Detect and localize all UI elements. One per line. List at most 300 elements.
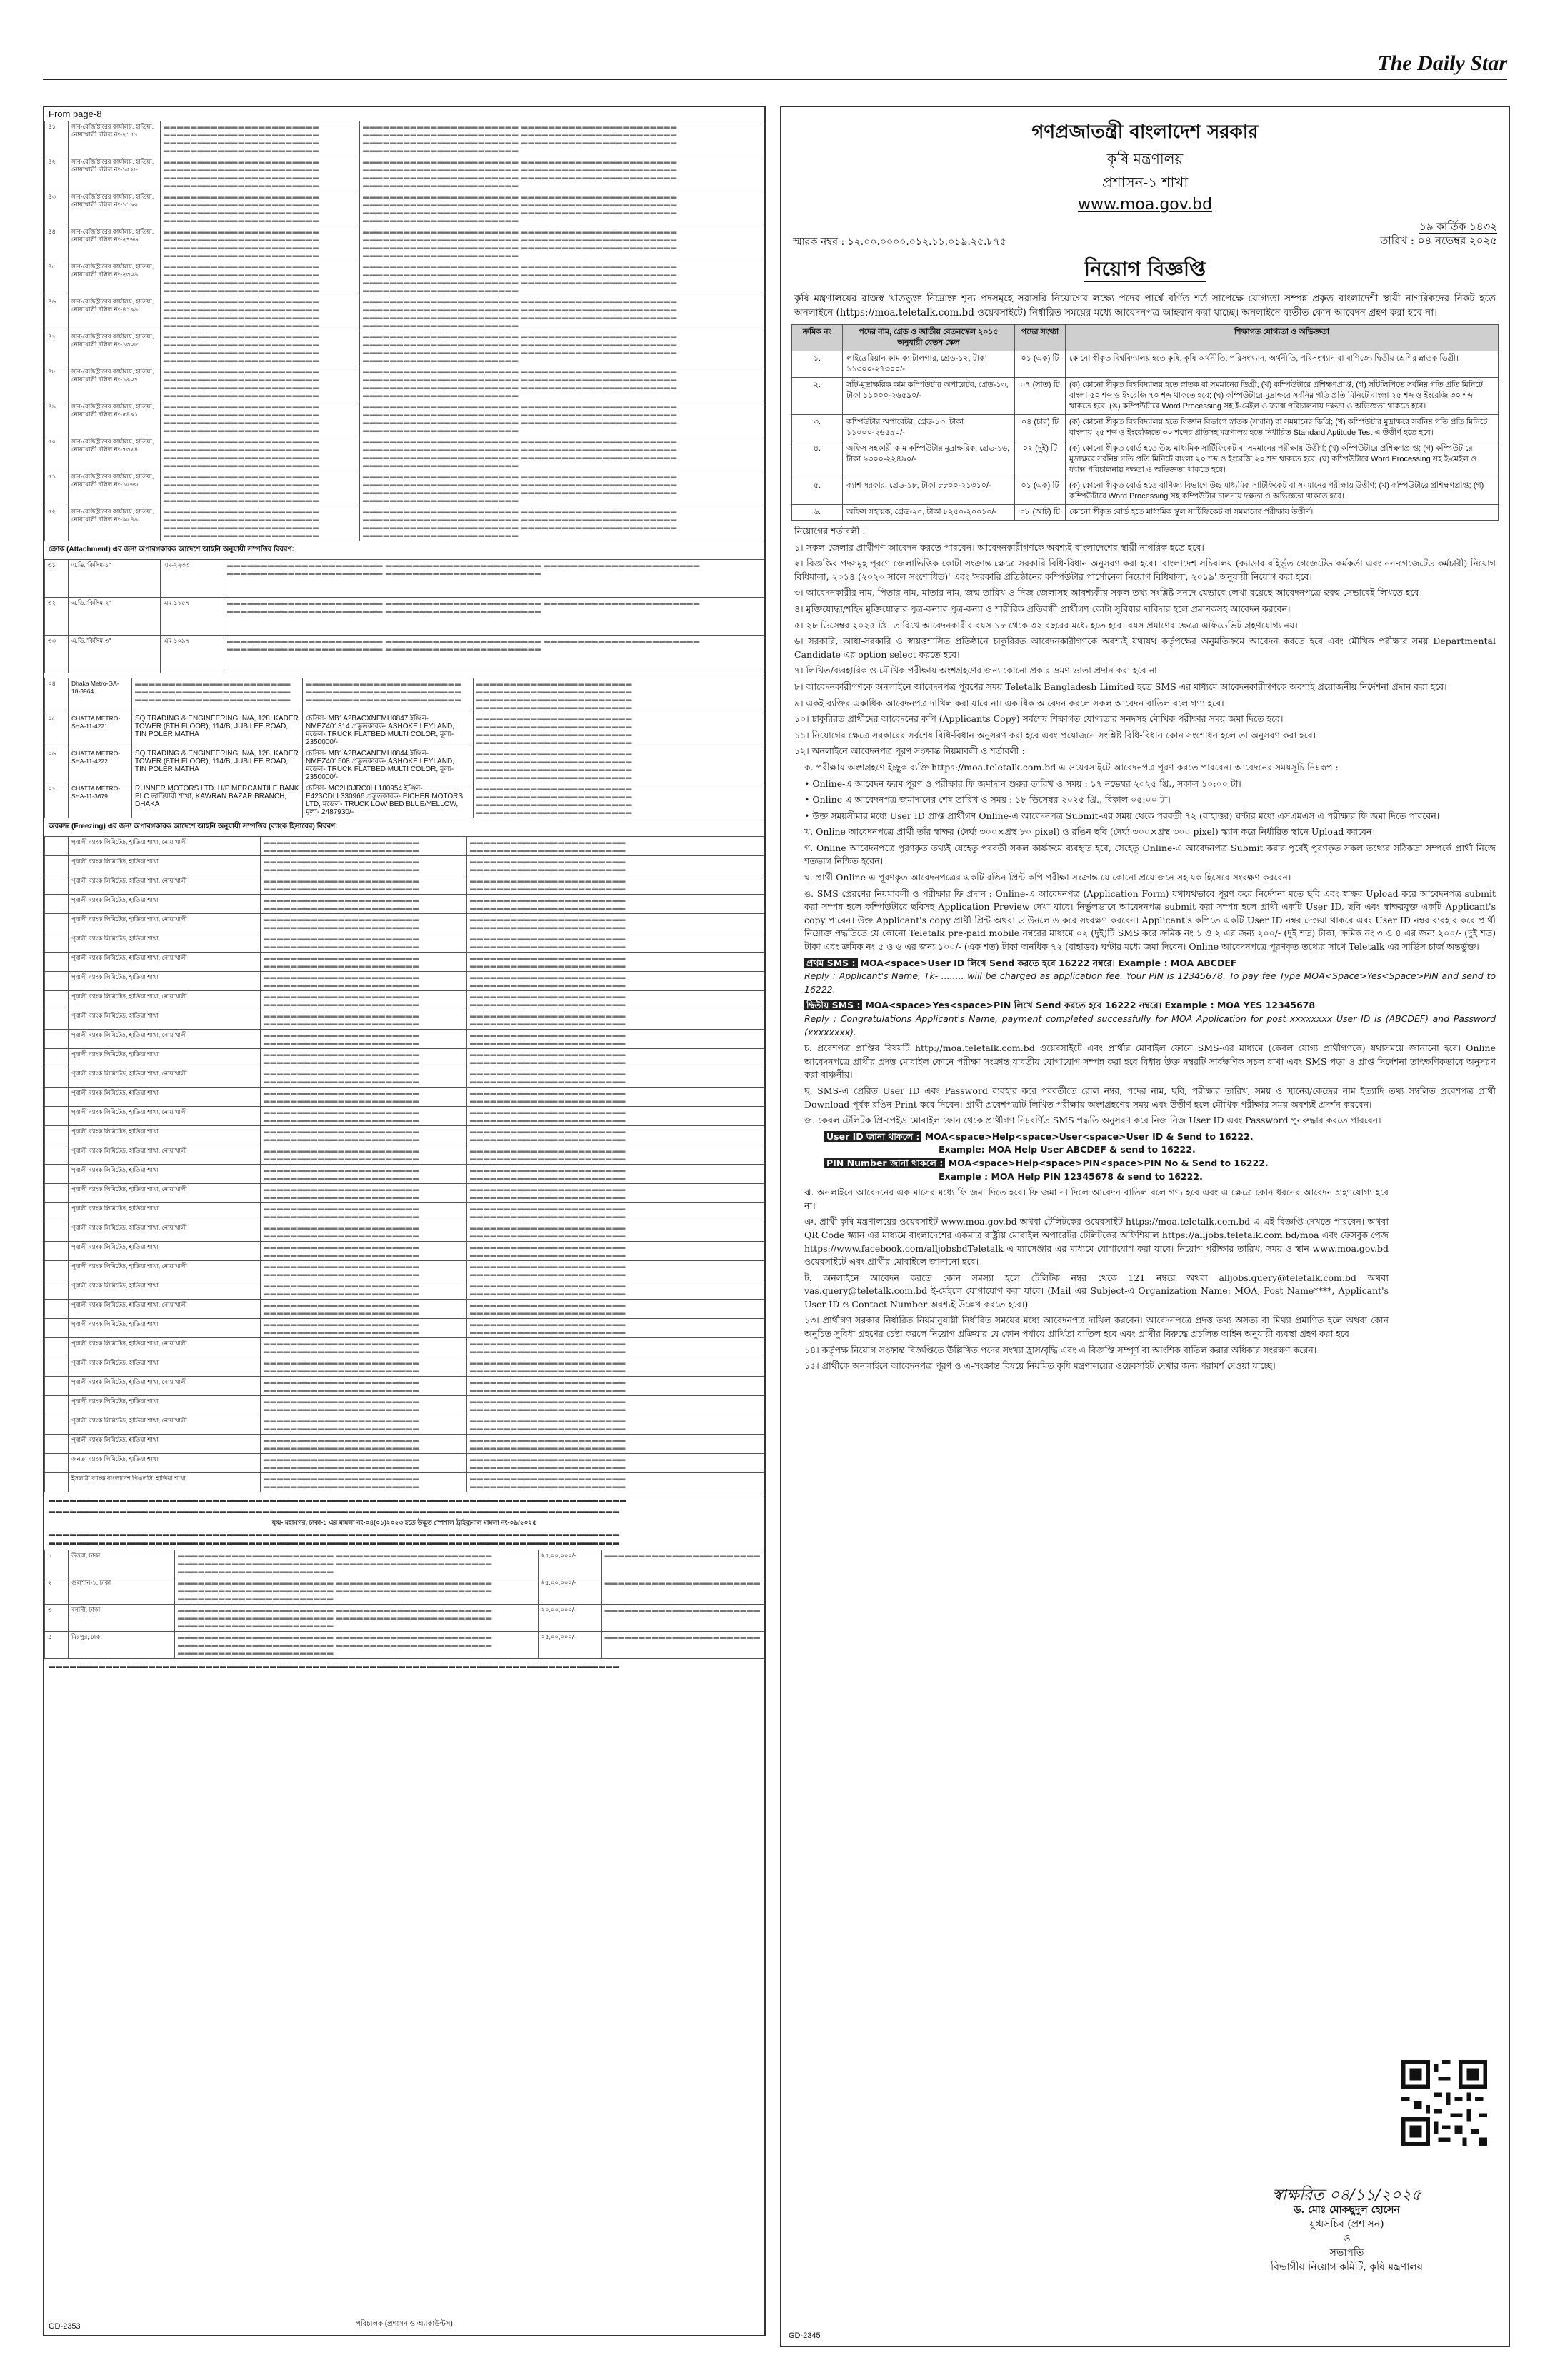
row-bank-branch: পূবালী ব্যাংক লিমিটেড, হাতিয়া শাখা, নোয়াখালী: [69, 1300, 261, 1319]
row-bank-branch: পূবালী ব্যাংক লিমিটেড, হাতিয়া শাখা: [69, 1203, 261, 1222]
row-serial: ৪৩: [45, 191, 69, 226]
recover-userid-text: MOA<space>Help<space>User<space>User ID & Send to 16222.: [924, 1130, 1254, 1142]
memo-row: [793, 219, 1497, 251]
vehicle-row: [45, 783, 764, 818]
row-vehicle-reg: Dhaka Metro-GA- 18-3964: [69, 678, 132, 713]
row-remarks: ▬▬▬▬▬▬▬▬▬▬▬▬▬▬▬▬▬▬▬▬▬▬▬: [601, 1632, 764, 1659]
row-owner-details: ▬▬▬▬▬▬▬▬▬▬▬▬▬▬▬▬▬▬▬▬▬▬▬ ▬▬▬▬▬▬▬▬▬▬▬▬▬▬▬▬▬▬▬▬▬▬▬ ▬▬▬▬▬▬▬▬▬▬▬▬▬▬▬▬▬▬▬▬▬▬▬ ▬▬▬▬▬▬▬▬▬▬▬▬▬▬▬▬▬▬▬▬▬▬▬: [161, 226, 360, 261]
term-item: ২। বিজ্ঞপ্তির পদসমূহ পূরণে জেলাভিত্তিক কোটা সংক্রান্ত ক্ষেত্রে সরকারি বিধি-বিধান অনুসরণ করা হবে। 'বাংলাদেশ সচিবালয় (ক্যাডার বহির্ভূত গেজেটেড কর্মকর্তা এবং নন-গেজেটেড কর্মচারী) নিয়োগ বিধিমালা, ২০১৪ (২০২০ সালে সংশোধিত)' এবং 'সরকারি প্রতিষ্ঠানের কম্পিউটার পার্সোনেল নিয়োগ বিধিমালা, ২০১৯' অনুযায়ী নিয়োগ করা হবে।: [794, 558, 1496, 582]
left-gd-number: GD-2353: [49, 2322, 81, 2331]
bank-row: [45, 953, 764, 972]
defaulter-row: [45, 226, 764, 261]
row-account-number: ▬▬▬▬▬▬▬▬▬▬▬▬▬▬▬▬▬▬▬▬▬▬▬ ▬▬▬▬▬▬▬▬▬▬▬▬▬▬▬▬▬▬▬▬▬▬▬: [467, 1319, 764, 1338]
row-bank-branch: পূবালী ব্যাংক লিমিটেড, হাতিয়া শাখা: [69, 933, 261, 953]
row-account-number: ▬▬▬▬▬▬▬▬▬▬▬▬▬▬▬▬▬▬▬▬▬▬▬ ▬▬▬▬▬▬▬▬▬▬▬▬▬▬▬▬▬▬▬▬▬▬▬: [467, 1010, 764, 1030]
row-account-holder: ▬▬▬▬▬▬▬▬▬▬▬▬▬▬▬▬▬▬▬▬▬▬▬ ▬▬▬▬▬▬▬▬▬▬▬▬▬▬▬▬▬▬▬▬▬▬▬: [261, 1126, 467, 1145]
row-account-number: ▬▬▬▬▬▬▬▬▬▬▬▬▬▬▬▬▬▬▬▬▬▬▬ ▬▬▬▬▬▬▬▬▬▬▬▬▬▬▬▬▬▬▬▬▬▬▬: [467, 1107, 764, 1126]
row-vehicle-reg: CHATTA METRO-SHA-11-3679: [69, 783, 132, 818]
row-account-number: ▬▬▬▬▬▬▬▬▬▬▬▬▬▬▬▬▬▬▬▬▬▬▬ ▬▬▬▬▬▬▬▬▬▬▬▬▬▬▬▬▬▬▬▬▬▬▬: [467, 1357, 764, 1377]
row-serial: [45, 837, 69, 856]
row-bank-branch: পূবালী ব্যাংক লিমিটেড, হাতিয়া শাখা, নোয়াখালী: [69, 1377, 261, 1396]
row-account-holder: ▬▬▬▬▬▬▬▬▬▬▬▬▬▬▬▬▬▬▬▬▬▬▬ ▬▬▬▬▬▬▬▬▬▬▬▬▬▬▬▬▬▬▬▬▬▬▬: [261, 1473, 467, 1492]
post-name: সাঁট-মুদ্রাক্ষরিক কাম কম্পিউটার অপারেটর, গ্রেড-১৩, টাকা ১১০০০-২৬৫৯০/-: [843, 378, 1015, 415]
row-serial: [45, 895, 69, 914]
attachment-row: [45, 560, 764, 598]
bank-row: [45, 1068, 764, 1088]
post-serial: ৩.: [792, 415, 843, 441]
post-count: ০৮ (আট) টি: [1015, 505, 1066, 521]
row-bank-branch: পূবালী ব্যাংক লিমিটেড, হাতিয়া শাখা, নোয়াখালী: [69, 1222, 261, 1242]
notice-header: [781, 117, 1509, 214]
row-vehicle-desc: চেসিস- MC2H3JRC0LL180954 ইঞ্জিন- E423CDLL330966 প্রস্তুতকারক- EICHER MOTORS LTD, মডেল- TRUCK LOW BED BLUE/YELLOW, মূল্য- 2487930/-: [303, 783, 474, 818]
row-bank-branch: পূবালী ব্যাংক লিমিটেড, হাতিয়া শাখা: [69, 1165, 261, 1184]
row-registration: এম-১০৯৭: [161, 636, 224, 673]
row-serial: [45, 1222, 69, 1242]
row-account-number: ▬▬▬▬▬▬▬▬▬▬▬▬▬▬▬▬▬▬▬▬▬▬▬ ▬▬▬▬▬▬▬▬▬▬▬▬▬▬▬▬▬▬▬▬▬▬▬: [467, 875, 764, 895]
row-account-holder: ▬▬▬▬▬▬▬▬▬▬▬▬▬▬▬▬▬▬▬▬▬▬▬ ▬▬▬▬▬▬▬▬▬▬▬▬▬▬▬▬▬▬▬▬▬▬▬: [261, 1107, 467, 1126]
row-item: এ.ডি."কিসিম-১": [69, 560, 161, 598]
col-count: পদের সংখ্যা: [1015, 325, 1066, 351]
attachment-row: [45, 598, 764, 636]
row-bank-branch: পূবালী ব্যাংক লিমিটেড, হাতিয়া শাখা: [69, 1435, 261, 1454]
row-account-number: ▬▬▬▬▬▬▬▬▬▬▬▬▬▬▬▬▬▬▬▬▬▬▬ ▬▬▬▬▬▬▬▬▬▬▬▬▬▬▬▬▬▬▬▬▬▬▬: [467, 1049, 764, 1068]
post-serial: ৬.: [792, 505, 843, 521]
row-vehicle-desc: চেসিস- MB1A2BACXNEMH0847 ইঞ্জিন- NMEZ401314 প্রস্তুতকারক- ASHOKE LEYLAND, মডেল- TRUCK FLATBED MULTI COLOR, মূল্য- 2350000/-: [303, 713, 474, 748]
row-bank-branch: পূবালী ব্যাংক লিমিটেড, হাতিয়া শাখা, নোয়াখালী: [69, 1338, 261, 1357]
memo-number: স্মারক নম্বর : ১২.০০.০০০০.০১২.১১.০১৯.২৫.৮৭৫: [793, 236, 1006, 248]
row-owner-details: ▬▬▬▬▬▬▬▬▬▬▬▬▬▬▬▬▬▬▬▬▬▬▬ ▬▬▬▬▬▬▬▬▬▬▬▬▬▬▬▬▬▬▬▬▬▬▬ ▬▬▬▬▬▬▬▬▬▬▬▬▬▬▬▬▬▬▬▬▬▬▬ ▬▬▬▬▬▬▬▬▬▬▬▬▬▬▬▬▬▬▬▬▬▬▬: [161, 121, 360, 156]
row-account-holder: ▬▬▬▬▬▬▬▬▬▬▬▬▬▬▬▬▬▬▬▬▬▬▬ ▬▬▬▬▬▬▬▬▬▬▬▬▬▬▬▬▬▬▬▬▬▬▬: [261, 1357, 467, 1377]
row-bank-branch: পূবালী ব্যাংক লিমিটেড, হাতিয়া শাখা, নোয়াখালী: [69, 1107, 261, 1126]
row-serial: ০৭: [45, 783, 69, 818]
left-footer: পরিচালক (প্রশাসন ও অ্যাকাউন্টস): [356, 2320, 453, 2328]
row-account-holder: ▬▬▬▬▬▬▬▬▬▬▬▬▬▬▬▬▬▬▬▬▬▬▬ ▬▬▬▬▬▬▬▬▬▬▬▬▬▬▬▬▬▬▬▬▬▬▬: [261, 1454, 467, 1473]
date-label: তারিখ :: [1380, 234, 1414, 247]
recover-userid-label: User ID জানা থাকলে :: [824, 1131, 921, 1142]
row-serial: [45, 953, 69, 972]
row-property-details: ▬▬▬▬▬▬▬▬▬▬▬▬▬▬▬▬▬▬▬▬▬▬▬ ▬▬▬▬▬▬▬▬▬▬▬▬▬▬▬▬▬▬▬▬▬▬▬ ▬▬▬▬▬▬▬▬▬▬▬▬▬▬▬▬▬▬▬▬▬▬▬ ▬▬▬▬▬▬▬▬▬▬▬▬▬▬▬▬▬▬▬▬▬▬▬ ▬▬▬▬▬▬▬▬▬▬▬▬▬▬▬▬▬▬▬▬▬▬▬ ▬▬▬▬▬▬▬▬▬▬▬▬▬▬▬▬▬▬▬▬▬▬▬ ▬▬▬▬▬▬▬▬▬▬▬▬▬▬▬▬▬▬▬▬▬▬▬: [360, 191, 764, 226]
row-serial: [45, 856, 69, 875]
row-property-details: ▬▬▬▬▬▬▬▬▬▬▬▬▬▬▬▬▬▬▬▬▬▬▬ ▬▬▬▬▬▬▬▬▬▬▬▬▬▬▬▬▬▬▬▬▬▬▬ ▬▬▬▬▬▬▬▬▬▬▬▬▬▬▬▬▬▬▬▬▬▬▬ ▬▬▬▬▬▬▬▬▬▬▬▬▬▬▬▬▬▬▬▬▬▬▬ ▬▬▬▬▬▬▬▬▬▬▬▬▬▬▬▬▬▬▬▬▬▬▬ ▬▬▬▬▬▬▬▬▬▬▬▬▬▬▬▬▬▬▬▬▬▬▬ ▬▬▬▬▬▬▬▬▬▬▬▬▬▬▬▬▬▬▬▬▬▬▬: [360, 331, 764, 366]
row-serial: [45, 991, 69, 1010]
final-term-item: ১৫। প্রার্থীকে অনলাইনে আবেদনপত্র পূরণ ও এ-সংক্রান্ত বিষয়ে নিয়মিত কৃষি মন্ত্রণালয়ের ওয়েবসাইট দেখার জন্য পরামর্শ দেওয়া যাচ্ছে।: [804, 1360, 1276, 1372]
post-name: অফিস সহকারী কাম কম্পিউটার মুদ্রাক্ষরিক, গ্রেড-১৬, টাকা ৯৩০০-২২৪৯০/-: [843, 441, 1015, 478]
row-account-number: ▬▬▬▬▬▬▬▬▬▬▬▬▬▬▬▬▬▬▬▬▬▬▬ ▬▬▬▬▬▬▬▬▬▬▬▬▬▬▬▬▬▬▬▬▬▬▬: [467, 837, 764, 856]
vehicle-table: [44, 678, 764, 818]
online-term-item: ক. পরীক্ষায় অংশগ্রহণে ইচ্ছুক ব্যক্তি https://moa.teletalk.com.bd এ ওয়েবসাইটে আবেদনপত্র পূরণ করতে পারবেন। আবেদনের সময়সূচি নিম্নরূপ :: [804, 761, 1339, 773]
defaulter-row: [45, 506, 764, 541]
row-account-number: ▬▬▬▬▬▬▬▬▬▬▬▬▬▬▬▬▬▬▬▬▬▬▬ ▬▬▬▬▬▬▬▬▬▬▬▬▬▬▬▬▬▬▬▬▬▬▬: [467, 991, 764, 1010]
post-name: অফিস সহায়ক, গ্রেড-২০, টাকা ৮২৫০-২০০১০/-: [843, 505, 1015, 521]
row-branch: সাব-রেজিস্ট্রারের কার্যালয়, হাতিয়া, নোয়াখালী দলিল নং-২১৫৭: [69, 121, 161, 156]
bank-row: [45, 1377, 764, 1396]
date-bn: ১৯ কার্তিক ১৪৩২: [1419, 220, 1497, 233]
term-item: ১০। চাকুরিরত প্রার্থীদের আবেদনের কপি (Applicants Copy) সর্বশেষ শিক্ষাগত যোগ্যতার সনদসহ মৌখিক পরীক্ষার সময় জমা দিতে হবে।: [794, 713, 1284, 725]
row-account-holder: ▬▬▬▬▬▬▬▬▬▬▬▬▬▬▬▬▬▬▬▬▬▬▬ ▬▬▬▬▬▬▬▬▬▬▬▬▬▬▬▬▬▬▬▬▬▬▬: [261, 875, 467, 895]
row-property-details: ▬▬▬▬▬▬▬▬▬▬▬▬▬▬▬▬▬▬▬▬▬▬▬ ▬▬▬▬▬▬▬▬▬▬▬▬▬▬▬▬▬▬▬▬▬▬▬ ▬▬▬▬▬▬▬▬▬▬▬▬▬▬▬▬▬▬▬▬▬▬▬ ▬▬▬▬▬▬▬▬▬▬▬▬▬▬▬▬▬▬▬▬▬▬▬ ▬▬▬▬▬▬▬▬▬▬▬▬▬▬▬▬▬▬▬▬▬▬▬ ▬▬▬▬▬▬▬▬▬▬▬▬▬▬▬▬▬▬▬▬▬▬▬ ▬▬▬▬▬▬▬▬▬▬▬▬▬▬▬▬▬▬▬▬▬▬▬: [360, 226, 764, 261]
row-property-desc: ▬▬▬▬▬▬▬▬▬▬▬▬▬▬▬▬▬▬▬▬▬▬▬ ▬▬▬▬▬▬▬▬▬▬▬▬▬▬▬▬▬▬▬▬▬▬▬ ▬▬▬▬▬▬▬▬▬▬▬▬▬▬▬▬▬▬▬▬▬▬▬ ▬▬▬▬▬▬▬▬▬▬▬▬▬▬▬▬▬▬▬▬▬▬▬ ▬▬▬▬▬▬▬▬▬▬▬▬▬▬▬▬▬▬▬▬▬▬▬: [175, 1632, 539, 1659]
bank-row: [45, 914, 764, 933]
row-vehicle-reg: CHATTA METRO-SHA-11-4222: [69, 748, 132, 783]
row-registration: এম-২২৩৩: [161, 560, 224, 598]
online-term-item: খ. Online আবেদনপত্রে প্রার্থী তাঁর স্বাক্ষর (দৈর্ঘ্য ৩০০×প্রস্থ ৮০ pixel) ও রঙিন ছবি (দৈর্ঘ্য ৩০০×প্রস্থ ৩০০ pixel) স্ক্যান করে নির্ধারিত স্থানে Upload করবেন।: [804, 826, 1375, 838]
row-serial: [45, 1010, 69, 1030]
row-branch: সাব-রেজিস্ট্রারের কার্যালয়, হাতিয়া, নোয়াখালী দলিল নং-১৩০৮: [69, 331, 161, 366]
row-account-holder: ▬▬▬▬▬▬▬▬▬▬▬▬▬▬▬▬▬▬▬▬▬▬▬ ▬▬▬▬▬▬▬▬▬▬▬▬▬▬▬▬▬▬▬▬▬▬▬: [261, 1280, 467, 1300]
row-property-desc: ▬▬▬▬▬▬▬▬▬▬▬▬▬▬▬▬▬▬▬▬▬▬▬ ▬▬▬▬▬▬▬▬▬▬▬▬▬▬▬▬▬▬▬▬▬▬▬ ▬▬▬▬▬▬▬▬▬▬▬▬▬▬▬▬▬▬▬▬▬▬▬ ▬▬▬▬▬▬▬▬▬▬▬▬▬▬▬▬▬▬▬▬▬▬▬ ▬▬▬▬▬▬▬▬▬▬▬▬▬▬▬▬▬▬▬▬▬▬▬: [175, 1550, 539, 1577]
post-serial: ৫.: [792, 478, 843, 505]
row-property-details: ▬▬▬▬▬▬▬▬▬▬▬▬▬▬▬▬▬▬▬▬▬▬▬ ▬▬▬▬▬▬▬▬▬▬▬▬▬▬▬▬▬▬▬▬▬▬▬ ▬▬▬▬▬▬▬▬▬▬▬▬▬▬▬▬▬▬▬▬▬▬▬ ▬▬▬▬▬▬▬▬▬▬▬▬▬▬▬▬▬▬▬▬▬▬▬ ▬▬▬▬▬▬▬▬▬▬▬▬▬▬▬▬▬▬▬▬▬▬▬ ▬▬▬▬▬▬▬▬▬▬▬▬▬▬▬▬▬▬▬▬▬▬▬ ▬▬▬▬▬▬▬▬▬▬▬▬▬▬▬▬▬▬▬▬▬▬▬: [360, 121, 764, 156]
more-term-item: ছ. SMS-এ প্রেরিত User ID এবং Password ব্যবহার করে পরবর্তীতে রোল নম্বর, পদের নাম, ছবি, পরীক্ষার তারিখ, সময় ও স্থানের/কেন্দ্রের নাম ইত্যাদি তথ্য সম্বলিত প্রবেশপত্র প্রার্থী Download পূর্বক রঙিন Print করে নিবেন। প্রার্থী প্রবেশপত্রটি লিখিত পরীক্ষায় অংশগ্রহণের সময় এবং উত্তীর্ণ হলে মৌখিক পরীক্ষার সময় অবশ্যই প্রদর্শন করবেন।: [804, 1085, 1496, 1110]
row-vehicle-desc: ▬▬▬▬▬▬▬▬▬▬▬▬▬▬▬▬▬▬▬▬▬▬▬ ▬▬▬▬▬▬▬▬▬▬▬▬▬▬▬▬▬▬▬▬▬▬▬ ▬▬▬▬▬▬▬▬▬▬▬▬▬▬▬▬▬▬▬▬▬▬▬: [303, 678, 474, 713]
row-serial: [45, 1319, 69, 1338]
bank-row: [45, 1049, 764, 1068]
row-price: ২৫,০০,০০০/-: [538, 1632, 601, 1659]
bank-row: [45, 1435, 764, 1454]
row-property-details: ▬▬▬▬▬▬▬▬▬▬▬▬▬▬▬▬▬▬▬▬▬▬▬ ▬▬▬▬▬▬▬▬▬▬▬▬▬▬▬▬▬▬▬▬▬▬▬ ▬▬▬▬▬▬▬▬▬▬▬▬▬▬▬▬▬▬▬▬▬▬▬ ▬▬▬▬▬▬▬▬▬▬▬▬▬▬▬▬▬▬▬▬▬▬▬ ▬▬▬▬▬▬▬▬▬▬▬▬▬▬▬▬▬▬▬▬▬▬▬ ▬▬▬▬▬▬▬▬▬▬▬▬▬▬▬▬▬▬▬▬▬▬▬ ▬▬▬▬▬▬▬▬▬▬▬▬▬▬▬▬▬▬▬▬▬▬▬: [360, 261, 764, 296]
more-terms-list: [791, 1042, 1509, 1128]
row-remarks: ▬▬▬▬▬▬▬▬▬▬▬▬▬▬▬▬▬▬▬▬▬▬▬: [601, 1605, 764, 1632]
property-row: [45, 1550, 764, 1577]
attachment-heading: ক্রোক (Attachment) এর জন্য অপারগকারক আদেশে আইনি অনুযায়ী সম্পত্তির বিবরণ:: [49, 546, 294, 553]
attachment-row: [45, 636, 764, 673]
bank-row: [45, 991, 764, 1010]
row-account-holder: ▬▬▬▬▬▬▬▬▬▬▬▬▬▬▬▬▬▬▬▬▬▬▬ ▬▬▬▬▬▬▬▬▬▬▬▬▬▬▬▬▬▬▬▬▬▬▬: [261, 1338, 467, 1357]
row-remarks: ▬▬▬▬▬▬▬▬▬▬▬▬▬▬▬▬▬▬▬▬▬▬▬: [601, 1550, 764, 1577]
row-serial: [45, 1165, 69, 1184]
row-bank-branch: জনতা ব্যাংক লিমিটেড, হাতিয়া শাখা: [69, 1454, 261, 1473]
bank-row: [45, 1222, 764, 1242]
court-case-line: যুগ্ম- মহানগর, ঢাকা-১ এর মামলা নং-০৪(০১)২০২৩ হতে উদ্ভূত স্পেশাল ট্রাইব্যুনাল মামলা নং-০৯/২০২৫: [271, 1519, 537, 1526]
ministry-website-link[interactable]: www.moa.gov.bd: [1078, 196, 1212, 214]
online-terms-list: [791, 761, 1509, 954]
row-bank-branch: পূবালী ব্যাংক লিমিটেড, হাতিয়া শাখা: [69, 1049, 261, 1068]
row-serial: ১: [45, 1550, 69, 1577]
row-account-number: ▬▬▬▬▬▬▬▬▬▬▬▬▬▬▬▬▬▬▬▬▬▬▬ ▬▬▬▬▬▬▬▬▬▬▬▬▬▬▬▬▬▬▬▬▬▬▬: [467, 1203, 764, 1222]
row-branch: সাব-রেজিস্ট্রারের কার্যালয়, হাতিয়া, নোয়াখালী দলিল নং-২৩০৯: [69, 261, 161, 296]
post-qualification: কোনো স্বীকৃত বিশ্ববিদ্যালয় হতে কৃষি, কৃষি অর্থনীতি, পরিসংখ্যান, অর্থনীতি, পরিসংখ্যান বা বাণিজ্যে দ্বিতীয় শ্রেণির স্নাতক ডিগ্রী।: [1066, 351, 1499, 378]
row-price: ২৫,০০,০০০/-: [538, 1577, 601, 1605]
defaulter-row: [45, 401, 764, 436]
row-serial: [45, 875, 69, 895]
term-item: ৫। ২৮ ডিসেম্বর ২০২৫ খ্রি. তারিখে আবেদনকারীর বয়স ১৮ থেকে ৩২ বছরের মধ্যে হতে হবে। বয়স প্রমাণের ক্ষেত্রে এফিডেভিট গ্রহণযোগ্য নয়।: [794, 619, 1298, 631]
row-vehicle-owner: ▬▬▬▬▬▬▬▬▬▬▬▬▬▬▬▬▬▬▬▬▬▬▬ ▬▬▬▬▬▬▬▬▬▬▬▬▬▬▬▬▬▬▬▬▬▬▬ ▬▬▬▬▬▬▬▬▬▬▬▬▬▬▬▬▬▬▬▬▬▬▬: [132, 678, 303, 713]
row-price: ২০,০০,০০০/-: [538, 1605, 601, 1632]
post-serial: ৪.: [792, 441, 843, 478]
row-serial: [45, 1049, 69, 1068]
post-row: [792, 505, 1499, 521]
row-serial: [45, 1473, 69, 1492]
row-serial: ০৬: [45, 748, 69, 783]
row-item: এ.ডি."কিসিম-২": [69, 598, 161, 636]
row-serial: ৪৫: [45, 261, 69, 296]
vehicle-row: [45, 713, 764, 748]
row-account-number: ▬▬▬▬▬▬▬▬▬▬▬▬▬▬▬▬▬▬▬▬▬▬▬ ▬▬▬▬▬▬▬▬▬▬▬▬▬▬▬▬▬▬▬▬▬▬▬: [467, 1300, 764, 1319]
row-serial: [45, 1145, 69, 1165]
row-branch: সাব-রেজিস্ট্রারের কার্যালয়, হাতিয়া, নোয়াখালী দলিল নং-৪১৯৯: [69, 296, 161, 331]
row-account-holder: ▬▬▬▬▬▬▬▬▬▬▬▬▬▬▬▬▬▬▬▬▬▬▬ ▬▬▬▬▬▬▬▬▬▬▬▬▬▬▬▬▬▬▬▬▬▬▬: [261, 1261, 467, 1280]
row-bank-branch: পূবালী ব্যাংক লিমিটেড, হাতিয়া শাখা, নোয়াখালী: [69, 1068, 261, 1088]
row-bank-branch: পূবালী ব্যাংক লিমিটেড, হাতিয়া শাখা, নোয়াখালী: [69, 1415, 261, 1435]
bank-row: [45, 1338, 764, 1357]
row-owner-details: ▬▬▬▬▬▬▬▬▬▬▬▬▬▬▬▬▬▬▬▬▬▬▬ ▬▬▬▬▬▬▬▬▬▬▬▬▬▬▬▬▬▬▬▬▬▬▬ ▬▬▬▬▬▬▬▬▬▬▬▬▬▬▬▬▬▬▬▬▬▬▬ ▬▬▬▬▬▬▬▬▬▬▬▬▬▬▬▬▬▬▬▬▬▬▬: [161, 436, 360, 471]
row-account-number: ▬▬▬▬▬▬▬▬▬▬▬▬▬▬▬▬▬▬▬▬▬▬▬ ▬▬▬▬▬▬▬▬▬▬▬▬▬▬▬▬▬▬▬▬▬▬▬: [467, 1068, 764, 1088]
row-account-holder: ▬▬▬▬▬▬▬▬▬▬▬▬▬▬▬▬▬▬▬▬▬▬▬ ▬▬▬▬▬▬▬▬▬▬▬▬▬▬▬▬▬▬▬▬▬▬▬: [261, 914, 467, 933]
row-bank-branch: পূবালী ব্যাংক লিমিটেড, হাতিয়া শাখা: [69, 895, 261, 914]
row-location: বনানী, ঢাকা: [69, 1605, 175, 1632]
recovery-box: [824, 1130, 1496, 1183]
online-term-item: • Online-এ আবেদন ফরম পূরণ ও পরীক্ষার ফি জমাদান শুরুর তারিখ ও সময় : ১৭ নভেম্বর ২০২৫ খ্রি., সকাল ১০:০০ টা।: [804, 778, 1241, 789]
row-account-holder: ▬▬▬▬▬▬▬▬▬▬▬▬▬▬▬▬▬▬▬▬▬▬▬ ▬▬▬▬▬▬▬▬▬▬▬▬▬▬▬▬▬▬▬▬▬▬▬: [261, 1415, 467, 1435]
row-owner-details: ▬▬▬▬▬▬▬▬▬▬▬▬▬▬▬▬▬▬▬▬▬▬▬ ▬▬▬▬▬▬▬▬▬▬▬▬▬▬▬▬▬▬▬▬▬▬▬ ▬▬▬▬▬▬▬▬▬▬▬▬▬▬▬▬▬▬▬▬▬▬▬ ▬▬▬▬▬▬▬▬▬▬▬▬▬▬▬▬▬▬▬▬▬▬▬: [161, 331, 360, 366]
signature-scrawl: স্বাক্ষরিত ০৪/১১/২০২৫: [1272, 2186, 1421, 2204]
row-vehicle-reg: CHATTA METRO-SHA-11-4221: [69, 713, 132, 748]
post-name: কম্পিউটার অপারেটর, গ্রেড-১৩, টাকা ১১০০০-২৬৫৯০/-: [843, 415, 1015, 441]
row-serial: ৫১: [45, 471, 69, 506]
post-qualification: (ক) কোনো স্বীকৃত বোর্ড হতে বাণিজ্য বিভাগে উচ্চ মাধ্যমিক সার্টিফিকেট বা সমমানের পরীক্ষায় উত্তীর্ণ; (খ) কম্পিউটারে প্রশিক্ষণপ্রাপ্ত; (গ) কম্পিউটারে Word Processing সহ কম্পিউটার চালনায় দক্ষতা ও অভিজ্ঞতা থাকতে হবে।: [1066, 478, 1499, 505]
row-account-number: ▬▬▬▬▬▬▬▬▬▬▬▬▬▬▬▬▬▬▬▬▬▬▬ ▬▬▬▬▬▬▬▬▬▬▬▬▬▬▬▬▬▬▬▬▬▬▬: [467, 1145, 764, 1165]
bank-row: [45, 1184, 764, 1203]
row-serial: [45, 1338, 69, 1357]
row-bank-branch: পূবালী ব্যাংক লিমিটেড, হাতিয়া শাখা: [69, 1319, 261, 1338]
post-count: ০১ (এক) টি: [1015, 478, 1066, 505]
row-bank-branch: পূবালী ব্যাংক লিমিটেড, হাতিয়া শাখা, নোয়াখালী: [69, 953, 261, 972]
bank-row: [45, 1473, 764, 1492]
col-sl: ক্রমিক নং: [792, 325, 843, 351]
bank-row: [45, 1357, 764, 1377]
row-bank-branch: পূবালী ব্যাংক লিমিটেড, হাতিয়া শাখা: [69, 1242, 261, 1261]
defaulter-row: [45, 121, 764, 156]
bank-row: [45, 1280, 764, 1300]
row-owner-details: ▬▬▬▬▬▬▬▬▬▬▬▬▬▬▬▬▬▬▬▬▬▬▬ ▬▬▬▬▬▬▬▬▬▬▬▬▬▬▬▬▬▬▬▬▬▬▬ ▬▬▬▬▬▬▬▬▬▬▬▬▬▬▬▬▬▬▬▬▬▬▬ ▬▬▬▬▬▬▬▬▬▬▬▬▬▬▬▬▬▬▬▬▬▬▬: [161, 296, 360, 331]
row-serial: [45, 1126, 69, 1145]
row-owner-details: ▬▬▬▬▬▬▬▬▬▬▬▬▬▬▬▬▬▬▬▬▬▬▬ ▬▬▬▬▬▬▬▬▬▬▬▬▬▬▬▬▬▬▬▬▬▬▬ ▬▬▬▬▬▬▬▬▬▬▬▬▬▬▬▬▬▬▬▬▬▬▬ ▬▬▬▬▬▬▬▬▬▬▬▬▬▬▬▬▬▬▬▬▬▬▬: [161, 191, 360, 226]
row-vehicle-holder: ▬▬▬▬▬▬▬▬▬▬▬▬▬▬▬▬▬▬▬▬▬▬▬ ▬▬▬▬▬▬▬▬▬▬▬▬▬▬▬▬▬▬▬▬▬▬▬ ▬▬▬▬▬▬▬▬▬▬▬▬▬▬▬▬▬▬▬▬▬▬▬ ▬▬▬▬▬▬▬▬▬▬▬▬▬▬▬▬▬▬▬▬▬▬▬: [474, 713, 764, 748]
signature-block: [1271, 2186, 1423, 2274]
section-name: প্রশাসন-১ শাখা: [1101, 174, 1189, 191]
sms-second-reply: Reply : Congratulations Applicant's Name, payment completed successfully for MOA Application for post xxxxxxxx User ID is (ABCDEF) and Password (xxxxxxxx).: [804, 1013, 1496, 1038]
row-account-number: ▬▬▬▬▬▬▬▬▬▬▬▬▬▬▬▬▬▬▬▬▬▬▬ ▬▬▬▬▬▬▬▬▬▬▬▬▬▬▬▬▬▬▬▬▬▬▬: [467, 1454, 764, 1473]
row-account-holder: ▬▬▬▬▬▬▬▬▬▬▬▬▬▬▬▬▬▬▬▬▬▬▬ ▬▬▬▬▬▬▬▬▬▬▬▬▬▬▬▬▬▬▬▬▬▬▬: [261, 856, 467, 875]
row-account-holder: ▬▬▬▬▬▬▬▬▬▬▬▬▬▬▬▬▬▬▬▬▬▬▬ ▬▬▬▬▬▬▬▬▬▬▬▬▬▬▬▬▬▬▬▬▬▬▬: [261, 1049, 467, 1068]
sms-first-label: প্রথম SMS :: [804, 958, 858, 968]
row-serial: [45, 1280, 69, 1300]
final-terms-list: [791, 1186, 1401, 1373]
defaulter-row: [45, 261, 764, 296]
vehicle-row: [45, 748, 764, 783]
row-owner-details: ▬▬▬▬▬▬▬▬▬▬▬▬▬▬▬▬▬▬▬▬▬▬▬ ▬▬▬▬▬▬▬▬▬▬▬▬▬▬▬▬▬▬▬▬▬▬▬ ▬▬▬▬▬▬▬▬▬▬▬▬▬▬▬▬▬▬▬▬▬▬▬ ▬▬▬▬▬▬▬▬▬▬▬▬▬▬▬▬▬▬▬▬▬▬▬: [161, 156, 360, 191]
row-bank-branch: পূবালী ব্যাংক লিমিটেড, হাতিয়া শাখা: [69, 1357, 261, 1377]
row-account-holder: ▬▬▬▬▬▬▬▬▬▬▬▬▬▬▬▬▬▬▬▬▬▬▬ ▬▬▬▬▬▬▬▬▬▬▬▬▬▬▬▬▬▬▬▬▬▬▬: [261, 1184, 467, 1203]
row-account-holder: ▬▬▬▬▬▬▬▬▬▬▬▬▬▬▬▬▬▬▬▬▬▬▬ ▬▬▬▬▬▬▬▬▬▬▬▬▬▬▬▬▬▬▬▬▬▬▬: [261, 1030, 467, 1049]
bank-row: [45, 1107, 764, 1126]
col-post-name: পদের নাম, গ্রেড ও জাতীয় বেতনস্কেল ২০১৫ অনুযায়ী বেতন স্কেল: [843, 325, 1015, 351]
row-account-holder: ▬▬▬▬▬▬▬▬▬▬▬▬▬▬▬▬▬▬▬▬▬▬▬ ▬▬▬▬▬▬▬▬▬▬▬▬▬▬▬▬▬▬▬▬▬▬▬: [261, 1088, 467, 1107]
row-bank-branch: পূবালী ব্যাংক লিমিটেড, হাতিয়া শাখা, নোয়াখালী: [69, 914, 261, 933]
bank-row: [45, 837, 764, 856]
row-account-number: ▬▬▬▬▬▬▬▬▬▬▬▬▬▬▬▬▬▬▬▬▬▬▬ ▬▬▬▬▬▬▬▬▬▬▬▬▬▬▬▬▬▬▬▬▬▬▬: [467, 1473, 764, 1492]
row-vehicle-holder: ▬▬▬▬▬▬▬▬▬▬▬▬▬▬▬▬▬▬▬▬▬▬▬ ▬▬▬▬▬▬▬▬▬▬▬▬▬▬▬▬▬▬▬▬▬▬▬ ▬▬▬▬▬▬▬▬▬▬▬▬▬▬▬▬▬▬▬▬▬▬▬ ▬▬▬▬▬▬▬▬▬▬▬▬▬▬▬▬▬▬▬▬▬▬▬: [474, 783, 764, 818]
col-qualification: শিক্ষাগত যোগ্যতা ও অভিজ্ঞতা: [1066, 325, 1499, 351]
row-owner-details: ▬▬▬▬▬▬▬▬▬▬▬▬▬▬▬▬▬▬▬▬▬▬▬ ▬▬▬▬▬▬▬▬▬▬▬▬▬▬▬▬▬▬▬▬▬▬▬ ▬▬▬▬▬▬▬▬▬▬▬▬▬▬▬▬▬▬▬▬▬▬▬ ▬▬▬▬▬▬▬▬▬▬▬▬▬▬▬▬▬▬▬▬▬▬▬: [161, 366, 360, 401]
row-account-number: ▬▬▬▬▬▬▬▬▬▬▬▬▬▬▬▬▬▬▬▬▬▬▬ ▬▬▬▬▬▬▬▬▬▬▬▬▬▬▬▬▬▬▬▬▬▬▬: [467, 1184, 764, 1203]
left-paragraph-1: ▬▬▬▬▬▬▬▬▬▬▬▬▬▬▬▬▬▬▬▬▬▬▬▬▬▬▬▬▬▬▬▬▬▬▬▬▬▬▬▬▬▬▬▬▬▬▬▬▬▬▬▬▬▬▬▬▬▬▬▬▬▬▬▬▬▬▬▬▬▬▬▬▬▬▬▬▬▬▬▬▬: [49, 1496, 627, 1503]
row-serial: [45, 1396, 69, 1415]
post-row: [792, 441, 1499, 478]
row-account-number: ▬▬▬▬▬▬▬▬▬▬▬▬▬▬▬▬▬▬▬▬▬▬▬ ▬▬▬▬▬▬▬▬▬▬▬▬▬▬▬▬▬▬▬▬▬▬▬: [467, 1126, 764, 1145]
row-bank-branch: পূবালী ব্যাংক লিমিটেড, হাতিয়া শাখা: [69, 1010, 261, 1030]
row-serial: ০৪: [45, 678, 69, 713]
row-branch: সাব-রেজিস্ট্রারের কার্যালয়, হাতিয়া, নোয়াখালী দলিল নং-৭৩২৪: [69, 436, 161, 471]
row-details: ▬▬▬▬▬▬▬▬▬▬▬▬▬▬▬▬▬▬▬▬▬▬▬ ▬▬▬▬▬▬▬▬▬▬▬▬▬▬▬▬▬▬▬▬▬▬▬ ▬▬▬▬▬▬▬▬▬▬▬▬▬▬▬▬▬▬▬▬▬▬▬ ▬▬▬▬▬▬▬▬▬▬▬▬▬▬▬▬▬▬▬▬▬▬▬ ▬▬▬▬▬▬▬▬▬▬▬▬▬▬▬▬▬▬▬▬▬▬▬: [224, 598, 764, 636]
row-remarks: ▬▬▬▬▬▬▬▬▬▬▬▬▬▬▬▬▬▬▬▬▬▬▬: [601, 1577, 764, 1605]
post-count: ০৭ (সাত) টি: [1015, 378, 1066, 415]
term-item: ৭। লিখিত/ব্যবহারিক ও মৌখিক পরীক্ষায় অংশগ্রহণের জন্য কোনো প্রকার ভ্রমণ ভাতা প্রদান করা হবে না।: [794, 665, 1161, 676]
left-paragraph-4: ▬▬▬▬▬▬▬▬▬▬▬▬▬▬▬▬▬▬▬▬▬▬▬▬▬▬▬▬▬▬▬▬▬▬▬▬▬▬▬▬▬▬▬▬▬▬▬▬▬▬▬▬▬▬▬▬▬▬▬▬▬▬▬▬▬▬▬▬▬▬▬▬▬▬▬▬▬▬▬▬: [49, 1662, 620, 1669]
bank-row: [45, 875, 764, 895]
row-serial: [45, 1435, 69, 1454]
row-owner-details: ▬▬▬▬▬▬▬▬▬▬▬▬▬▬▬▬▬▬▬▬▬▬▬ ▬▬▬▬▬▬▬▬▬▬▬▬▬▬▬▬▬▬▬▬▬▬▬ ▬▬▬▬▬▬▬▬▬▬▬▬▬▬▬▬▬▬▬▬▬▬▬ ▬▬▬▬▬▬▬▬▬▬▬▬▬▬▬▬▬▬▬▬▬▬▬: [161, 471, 360, 506]
row-serial: [45, 914, 69, 933]
row-serial: [45, 1184, 69, 1203]
signer-and: ও: [1343, 2233, 1351, 2244]
notice-date: [1380, 219, 1497, 251]
row-serial: [45, 1415, 69, 1435]
post-row: [792, 415, 1499, 441]
bank-row: [45, 1030, 764, 1049]
row-bank-branch: পূবালী ব্যাংক লিমিটেড, হাতিয়া শাখা, নোয়াখালী: [69, 1184, 261, 1203]
row-property-details: ▬▬▬▬▬▬▬▬▬▬▬▬▬▬▬▬▬▬▬▬▬▬▬ ▬▬▬▬▬▬▬▬▬▬▬▬▬▬▬▬▬▬▬▬▬▬▬ ▬▬▬▬▬▬▬▬▬▬▬▬▬▬▬▬▬▬▬▬▬▬▬ ▬▬▬▬▬▬▬▬▬▬▬▬▬▬▬▬▬▬▬▬▬▬▬ ▬▬▬▬▬▬▬▬▬▬▬▬▬▬▬▬▬▬▬▬▬▬▬ ▬▬▬▬▬▬▬▬▬▬▬▬▬▬▬▬▬▬▬▬▬▬▬ ▬▬▬▬▬▬▬▬▬▬▬▬▬▬▬▬▬▬▬▬▬▬▬: [360, 436, 764, 471]
terms-list: [781, 541, 1509, 758]
row-account-number: ▬▬▬▬▬▬▬▬▬▬▬▬▬▬▬▬▬▬▬▬▬▬▬ ▬▬▬▬▬▬▬▬▬▬▬▬▬▬▬▬▬▬▬▬▬▬▬: [467, 1222, 764, 1242]
bank-row: [45, 1319, 764, 1338]
sms-second: [804, 999, 1496, 1039]
defaulter-row: [45, 471, 764, 506]
term-item: ৪। মুক্তিযোদ্ধা/শহিদ মুক্তিযোদ্ধার পুত্র-কন্যার পুত্র-কন্যা ও শারীরিক প্রতিবন্ধী প্রার্থীগণ কোটা সুবিধার দাবিদার হলে প্রমাণকসহ আবেদন করবেন।: [794, 603, 1291, 614]
qr-code-icon[interactable]: [1401, 2060, 1487, 2146]
row-account-number: ▬▬▬▬▬▬▬▬▬▬▬▬▬▬▬▬▬▬▬▬▬▬▬ ▬▬▬▬▬▬▬▬▬▬▬▬▬▬▬▬▬▬▬▬▬▬▬: [467, 1435, 764, 1454]
row-account-number: ▬▬▬▬▬▬▬▬▬▬▬▬▬▬▬▬▬▬▬▬▬▬▬ ▬▬▬▬▬▬▬▬▬▬▬▬▬▬▬▬▬▬▬▬▬▬▬: [467, 1396, 764, 1415]
post-name: ক্যাশ সরকার, গ্রেড-১৮, টাকা ৮৮০০-২১৩১০/-: [843, 478, 1015, 505]
row-bank-branch: পূবালী ব্যাংক লিমিটেড, হাতিয়া শাখা: [69, 972, 261, 991]
post-name: লাইব্রেরিয়ান কাম ক্যাটালগার, গ্রেড-১২, টাকা ১১৩০০-২৭৩০০/-: [843, 351, 1015, 378]
ministry-name: কৃষি মন্ত্রণালয়: [1106, 150, 1184, 167]
row-owner-details: ▬▬▬▬▬▬▬▬▬▬▬▬▬▬▬▬▬▬▬▬▬▬▬ ▬▬▬▬▬▬▬▬▬▬▬▬▬▬▬▬▬▬▬▬▬▬▬ ▬▬▬▬▬▬▬▬▬▬▬▬▬▬▬▬▬▬▬▬▬▬▬ ▬▬▬▬▬▬▬▬▬▬▬▬▬▬▬▬▬▬▬▬▬▬▬: [161, 401, 360, 436]
post-qualification: (ক) কোনো স্বীকৃত বিশ্ববিদ্যালয় হতে বিজ্ঞান বিভাগে স্নাতক (সম্মান) বা সমমানের ডিগ্রি; (খ) কম্পিউটার মুদ্রাক্ষরে সর্বনিম্ন গতি প্রতি মিনিটে বাংলায় ২৫ শব্দ ও ইংরেজিতে ৩০ শব্দের প্রতিসহ মন্ত্রণালয় হতে নির্ধারিত Standard Aptitude Test এ উত্তীর্ণ হতে হবে।: [1066, 415, 1499, 441]
bank-row: [45, 1165, 764, 1184]
row-account-number: ▬▬▬▬▬▬▬▬▬▬▬▬▬▬▬▬▬▬▬▬▬▬▬ ▬▬▬▬▬▬▬▬▬▬▬▬▬▬▬▬▬▬▬▬▬▬▬: [467, 972, 764, 991]
row-registration: এম-১১৫৭: [161, 598, 224, 636]
row-serial: [45, 1030, 69, 1049]
sms-first-reply: Reply : Applicant's Name, Tk- ........ will be charged as application fee. Your PIN is 12345678. To pay fee Type MOA<Space>Yes<Space>PIN and send to 16222.: [804, 970, 1496, 995]
government-title: গণপ্রজাতন্ত্রী বাংলাদেশ সরকার: [1031, 121, 1259, 143]
row-bank-branch: পূবালী ব্যাংক লিমিটেড, হাতিয়া শাখা: [69, 856, 261, 875]
row-property-details: ▬▬▬▬▬▬▬▬▬▬▬▬▬▬▬▬▬▬▬▬▬▬▬ ▬▬▬▬▬▬▬▬▬▬▬▬▬▬▬▬▬▬▬▬▬▬▬ ▬▬▬▬▬▬▬▬▬▬▬▬▬▬▬▬▬▬▬▬▬▬▬ ▬▬▬▬▬▬▬▬▬▬▬▬▬▬▬▬▬▬▬▬▬▬▬ ▬▬▬▬▬▬▬▬▬▬▬▬▬▬▬▬▬▬▬▬▬▬▬ ▬▬▬▬▬▬▬▬▬▬▬▬▬▬▬▬▬▬▬▬▬▬▬ ▬▬▬▬▬▬▬▬▬▬▬▬▬▬▬▬▬▬▬▬▬▬▬: [360, 156, 764, 191]
row-details: ▬▬▬▬▬▬▬▬▬▬▬▬▬▬▬▬▬▬▬▬▬▬▬ ▬▬▬▬▬▬▬▬▬▬▬▬▬▬▬▬▬▬▬▬▬▬▬ ▬▬▬▬▬▬▬▬▬▬▬▬▬▬▬▬▬▬▬▬▬▬▬ ▬▬▬▬▬▬▬▬▬▬▬▬▬▬▬▬▬▬▬▬▬▬▬ ▬▬▬▬▬▬▬▬▬▬▬▬▬▬▬▬▬▬▬▬▬▬▬: [224, 560, 764, 598]
left-paragraph-2: ▬▬▬▬▬▬▬▬▬▬▬▬▬▬▬▬▬▬▬▬▬▬▬▬▬▬▬▬▬▬▬▬▬▬▬▬▬▬▬▬▬▬▬▬▬▬▬▬▬▬▬▬▬▬▬▬▬▬▬▬▬▬▬▬▬▬▬▬▬▬▬▬▬▬▬▬▬▬▬▬: [49, 1507, 620, 1515]
property-row: [45, 1605, 764, 1632]
row-serial: ০৫: [45, 713, 69, 748]
row-bank-branch: পূবালী ব্যাংক লিমিটেড, হাতিয়া শাখা: [69, 1396, 261, 1415]
final-term-item: ট. অনলাইনে আবেদন করতে কোন সমস্যা হলে টেলিটক নম্বর থেকে 121 নম্বরে অথবা alljobs.query@teletalk.com.bd অথবা vas.query@teletalk.com.bd ই-মেইলে যোগাযোগ করা যাবে। (Mail এর Subject-এ Organization Name: MOA, Post Name****, Applicant's User ID ও Contact Number অবশ্যই উল্লেখ করতে হবে।): [804, 1272, 1389, 1310]
bank-row: [45, 1203, 764, 1222]
sms-second-text: MOA<space>Yes<space>PIN লিখে Send করতে হবে 16222 নম্বরে। Example : MOA YES 12345678: [865, 1000, 1316, 1011]
row-serial: ২: [45, 1577, 69, 1605]
recover-userid-example: Example: MOA Help User ABCDEF & send to 16222.: [939, 1144, 1196, 1155]
row-account-number: ▬▬▬▬▬▬▬▬▬▬▬▬▬▬▬▬▬▬▬▬▬▬▬ ▬▬▬▬▬▬▬▬▬▬▬▬▬▬▬▬▬▬▬▬▬▬▬: [467, 1165, 764, 1184]
row-account-number: ▬▬▬▬▬▬▬▬▬▬▬▬▬▬▬▬▬▬▬▬▬▬▬ ▬▬▬▬▬▬▬▬▬▬▬▬▬▬▬▬▬▬▬▬▬▬▬: [467, 1377, 764, 1396]
row-account-number: ▬▬▬▬▬▬▬▬▬▬▬▬▬▬▬▬▬▬▬▬▬▬▬ ▬▬▬▬▬▬▬▬▬▬▬▬▬▬▬▬▬▬▬▬▬▬▬: [467, 856, 764, 875]
post-table: [791, 324, 1499, 521]
row-account-number: ▬▬▬▬▬▬▬▬▬▬▬▬▬▬▬▬▬▬▬▬▬▬▬ ▬▬▬▬▬▬▬▬▬▬▬▬▬▬▬▬▬▬▬▬▬▬▬: [467, 953, 764, 972]
term-item: ১১। নিয়োগের ক্ষেত্রে সরকারের সর্বশেষ বিধি-বিধান অনুসরণ করা হবে এবং প্রয়োজনে সংশ্লিষ্ট বিধি-বিধান কোন সংশোধন হলে তা অনুসরণ করা হবে।: [794, 729, 1316, 740]
row-owner-details: ▬▬▬▬▬▬▬▬▬▬▬▬▬▬▬▬▬▬▬▬▬▬▬ ▬▬▬▬▬▬▬▬▬▬▬▬▬▬▬▬▬▬▬▬▬▬▬ ▬▬▬▬▬▬▬▬▬▬▬▬▬▬▬▬▬▬▬▬▬▬▬ ▬▬▬▬▬▬▬▬▬▬▬▬▬▬▬▬▬▬▬▬▬▬▬: [161, 506, 360, 541]
term-item: ১। সকল জেলার প্রার্থীগণ আবেদন করতে পারবেন। আবেদনকারীগণকে অবশ্যই বাংলাদেশের স্থায়ী নাগরিক হতে হবে।: [794, 541, 1204, 553]
bank-row: [45, 1396, 764, 1415]
row-serial: ৪৪: [45, 226, 69, 261]
row-serial: [45, 1203, 69, 1222]
row-location: গুলশান-১, ঢাকা: [69, 1577, 175, 1605]
row-branch: সাব-রেজিস্ট্রারের কার্যালয়, হাতিয়া, নোয়াখালী দলিল নং-১৯০৭: [69, 366, 161, 401]
signer-name: ড. মোঃ মোকছুদুল হোসেন: [1294, 2204, 1400, 2216]
row-branch: সাব-রেজিস্ট্রারের কার্যালয়, হাতিয়া, নোয়াখালী দলিল নং-১৫৬৩: [69, 471, 161, 506]
date-en: ০৪ নভেম্বর ২০২৫: [1417, 234, 1497, 247]
row-branch: সাব-রেজিস্ট্রারের কার্যালয়, হাতিয়া, নোয়াখালী দলিল নং-২৭৬৬: [69, 226, 161, 261]
row-bank-branch: পূবালী ব্যাংক লিমিটেড, হাতিয়া শাখা: [69, 1088, 261, 1107]
final-term-item: ঞ. প্রার্থী কৃষি মন্ত্রণালয়ের ওয়েবসাইট www.moa.gov.bd অথবা টেলিটকের ওয়েবসাইট https://moa.teletalk.com.bd এ এই বিজ্ঞপ্তি দেখতে পারবেন। অথবা QR Code স্ক্যান এর মাধ্যমে বাংলাদেশের একমাত্র রাষ্ট্রীয় মোবাইল অপারেটর টেলিটকের অফিশিয়াল https://alljobs.teletalk.com.bd/moa এবং ফেসবুক পেজ https://www.facebook.com/alljobsbdTeletalk এ ম্যাসেঞ্জার এর মাধ্যমে যোগাযোগ করা যাবে। নিয়োগ পরীক্ষার তারিখ, সময় ও স্থান www.moa.gov.bd ওয়েবসাইটে এবং প্রার্থীর মোবাইলে জানানো হবে।: [804, 1216, 1389, 1267]
row-account-holder: ▬▬▬▬▬▬▬▬▬▬▬▬▬▬▬▬▬▬▬▬▬▬▬ ▬▬▬▬▬▬▬▬▬▬▬▬▬▬▬▬▬▬▬▬▬▬▬: [261, 1319, 467, 1338]
row-account-number: ▬▬▬▬▬▬▬▬▬▬▬▬▬▬▬▬▬▬▬▬▬▬▬ ▬▬▬▬▬▬▬▬▬▬▬▬▬▬▬▬▬▬▬▬▬▬▬: [467, 933, 764, 953]
sms-first: [804, 957, 1496, 997]
row-serial: ৩৩: [45, 636, 69, 673]
post-qualification: (ক) কোনো স্বীকৃত বোর্ড হতে উচ্চ মাধ্যমিক সার্টিফিকেট বা সমমানের পরীক্ষায় উত্তীর্ণ; (খ) কম্পিউটারে প্রশিক্ষণপ্রাপ্ত; (গ) কম্পিউটারে মুদ্রাক্ষরে সর্বনিম্ন গতি প্রতি মিনিটে বাংলা ২০ শব্দ ও ইংরেজি ২০ শব্দ থাকতে হবে; (ঘ) কম্পিউটারে Word Processing সহ ই-মেইল ও ফ্যাক্স পরিচালনায় দক্ষতা ও অভিজ্ঞতা থাকতে হবে।: [1066, 441, 1499, 478]
sms-first-text: MOA<space>User ID লিখে Send করতে হবে 16222 নম্বরে। Example : MOA ABCDEF: [860, 957, 1237, 968]
row-item: এ.ডি."কিসিম-৩": [69, 636, 161, 673]
freeze-heading: অবরুদ্ধ (Freezing) এর জন্য অপারগকারক আদেশে আইনি অনুযায়ী সম্পত্তির (ব্যাংক হিসাবের) বিবরণ:: [49, 823, 338, 830]
row-account-holder: ▬▬▬▬▬▬▬▬▬▬▬▬▬▬▬▬▬▬▬▬▬▬▬ ▬▬▬▬▬▬▬▬▬▬▬▬▬▬▬▬▬▬▬▬▬▬▬: [261, 1165, 467, 1184]
row-account-number: ▬▬▬▬▬▬▬▬▬▬▬▬▬▬▬▬▬▬▬▬▬▬▬ ▬▬▬▬▬▬▬▬▬▬▬▬▬▬▬▬▬▬▬▬▬▬▬: [467, 1030, 764, 1049]
defaulter-row: [45, 331, 764, 366]
row-account-holder: ▬▬▬▬▬▬▬▬▬▬▬▬▬▬▬▬▬▬▬▬▬▬▬ ▬▬▬▬▬▬▬▬▬▬▬▬▬▬▬▬▬▬▬▬▬▬▬: [261, 1300, 467, 1319]
row-account-holder: ▬▬▬▬▬▬▬▬▬▬▬▬▬▬▬▬▬▬▬▬▬▬▬ ▬▬▬▬▬▬▬▬▬▬▬▬▬▬▬▬▬▬▬▬▬▬▬: [261, 1203, 467, 1222]
row-bank-branch: পূবালী ব্যাংক লিমিটেড, হাতিয়া শাখা, নোয়াখালী: [69, 1261, 261, 1280]
row-account-number: ▬▬▬▬▬▬▬▬▬▬▬▬▬▬▬▬▬▬▬▬▬▬▬ ▬▬▬▬▬▬▬▬▬▬▬▬▬▬▬▬▬▬▬▬▬▬▬: [467, 895, 764, 914]
bank-row: [45, 1300, 764, 1319]
more-term-item: জ. কেবল টেলিটক প্রি-পেইড মোবাইল ফোন থেকে প্রার্থীগণ নিম্নবর্ণিত SMS পদ্ধতি অনুসরণ করে নিজ নিজ User ID এবং Password পুনরুদ্ধার করতে পারবেন।: [804, 1115, 1381, 1126]
defaulter-row: [45, 296, 764, 331]
row-account-number: ▬▬▬▬▬▬▬▬▬▬▬▬▬▬▬▬▬▬▬▬▬▬▬ ▬▬▬▬▬▬▬▬▬▬▬▬▬▬▬▬▬▬▬▬▬▬▬: [467, 1088, 764, 1107]
row-serial: ৩: [45, 1605, 69, 1632]
final-term-item: ঝ. অনলাইনে আবেদনের এক মাসের মধ্যে ফি জমা দিতে হবে। ফি জমা না দিলে আবেদন বাতিল বলে গণ্য হবে এবং এ ক্ষেত্রে কোন ধরনের আবেদন গ্রহণযোগ্য হবে না।: [804, 1187, 1389, 1211]
row-serial: ৪৯: [45, 401, 69, 436]
row-account-holder: ▬▬▬▬▬▬▬▬▬▬▬▬▬▬▬▬▬▬▬▬▬▬▬ ▬▬▬▬▬▬▬▬▬▬▬▬▬▬▬▬▬▬▬▬▬▬▬: [261, 1222, 467, 1242]
post-serial: ১.: [792, 351, 843, 378]
newspaper-logo: The Daily Star: [1377, 51, 1507, 75]
row-vehicle-desc: চেসিস- MB1A2BACANEMH0844 ইঞ্জিন- NMEZ401508 প্রস্তুতকারক- ASHOKE LEYLAND, মডেল- TRUCK FLATBED MULTI COLOR, মূল্য- 2350000/-: [303, 748, 474, 783]
row-serial: [45, 1068, 69, 1088]
row-account-holder: ▬▬▬▬▬▬▬▬▬▬▬▬▬▬▬▬▬▬▬▬▬▬▬ ▬▬▬▬▬▬▬▬▬▬▬▬▬▬▬▬▬▬▬▬▬▬▬: [261, 1145, 467, 1165]
row-account-number: ▬▬▬▬▬▬▬▬▬▬▬▬▬▬▬▬▬▬▬▬▬▬▬ ▬▬▬▬▬▬▬▬▬▬▬▬▬▬▬▬▬▬▬▬▬▬▬: [467, 1242, 764, 1261]
row-account-number: ▬▬▬▬▬▬▬▬▬▬▬▬▬▬▬▬▬▬▬▬▬▬▬ ▬▬▬▬▬▬▬▬▬▬▬▬▬▬▬▬▬▬▬▬▬▬▬: [467, 1261, 764, 1280]
row-bank-branch: পূবালী ব্যাংক লিমিটেড, হাতিয়া শাখা, নোয়াখালী: [69, 875, 261, 895]
row-serial: [45, 933, 69, 953]
row-account-number: ▬▬▬▬▬▬▬▬▬▬▬▬▬▬▬▬▬▬▬▬▬▬▬ ▬▬▬▬▬▬▬▬▬▬▬▬▬▬▬▬▬▬▬▬▬▬▬: [467, 1338, 764, 1357]
bank-row: [45, 1088, 764, 1107]
row-serial: [45, 1088, 69, 1107]
bank-row: [45, 1242, 764, 1261]
row-branch: সাব-রেজিস্ট্রারের কার্যালয়, হাতিয়া, নোয়াখালী দলিল নং-৫৪৯১: [69, 401, 161, 436]
row-branch: সাব-রেজিস্ট্রারের কার্যালয়, হাতিয়া, নোয়াখালী দলিল নং-১৫২৮: [69, 156, 161, 191]
